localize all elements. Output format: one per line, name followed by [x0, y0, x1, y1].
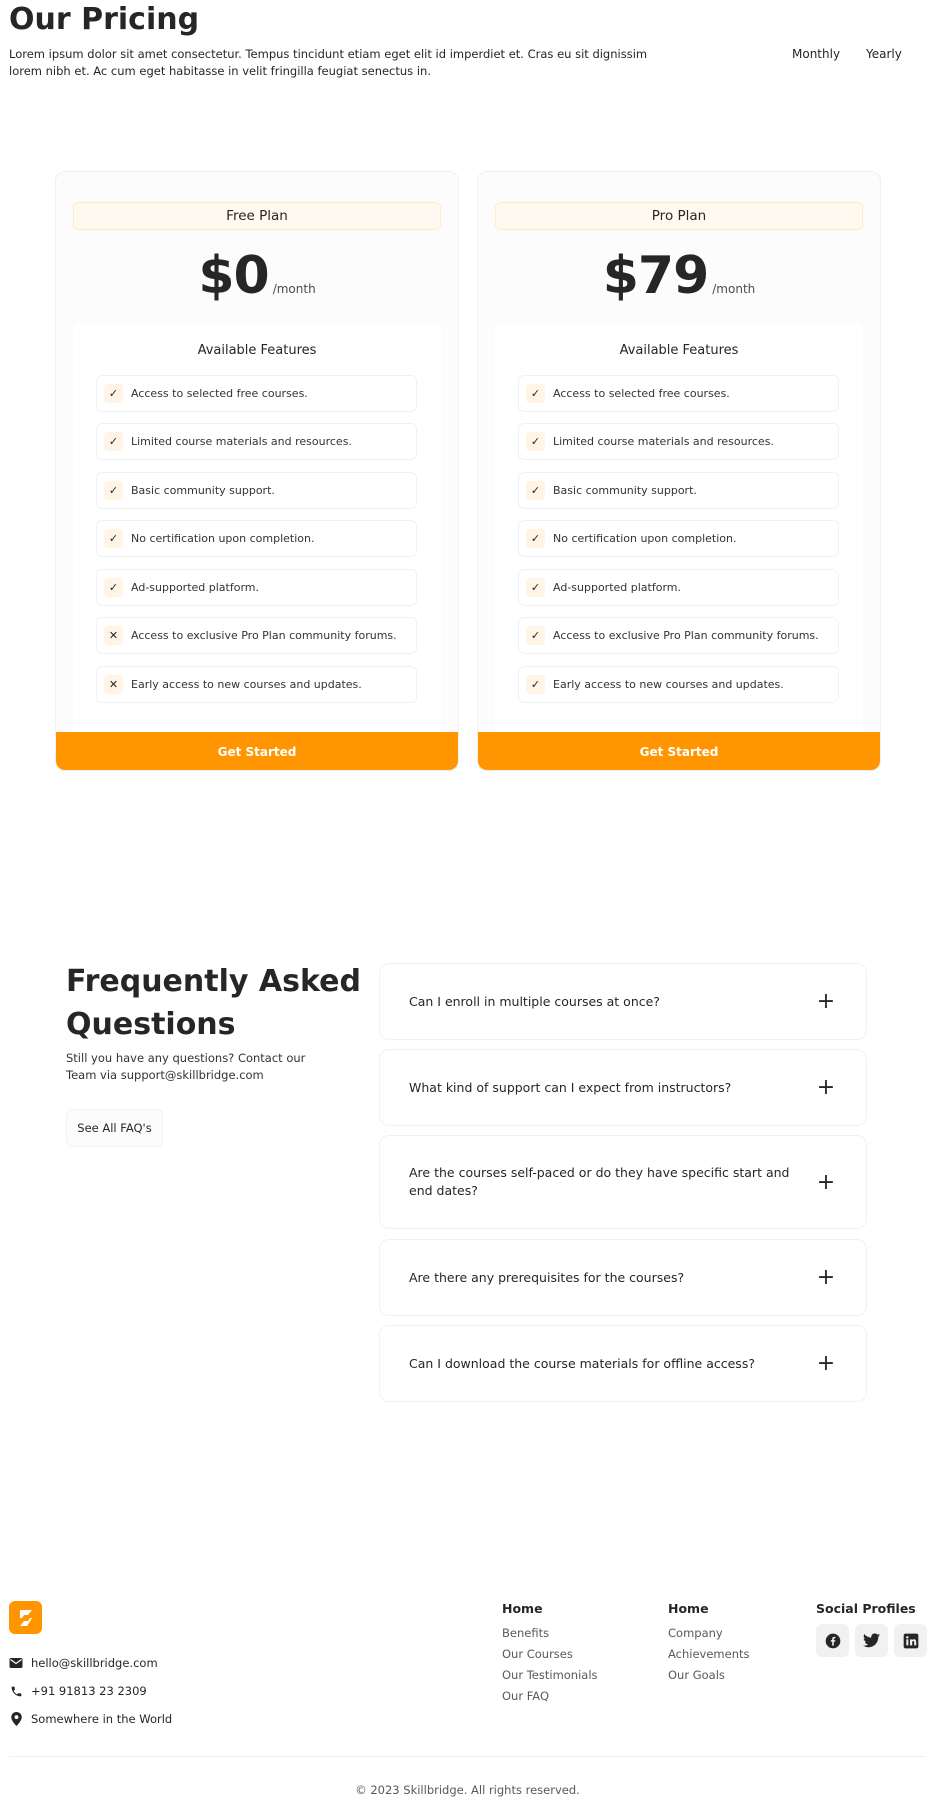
footer-link-our-goals[interactable]: Our Goals	[668, 1668, 725, 1682]
plan-period: /month	[712, 282, 756, 296]
plus-icon[interactable]: +	[816, 1169, 836, 1195]
page-title: Our Pricing	[9, 2, 200, 37]
feature-text: Access to exclusive Pro Plan community forums.	[131, 629, 397, 642]
price-row	[56, 246, 458, 306]
copyright-text: © 2023 Skillbridge. All rights reserved.	[355, 1783, 580, 1797]
check-icon: ✓	[104, 578, 123, 597]
check-icon: ✓	[526, 432, 545, 451]
feature-text: Access to exclusive Pro Plan community forums.	[553, 629, 819, 642]
twitter-button[interactable]	[855, 1624, 888, 1657]
plan-price: $0	[198, 246, 269, 306]
faq-question: Are the courses self-paced or do they have specific start and end dates?	[409, 1165, 790, 1198]
facebook-button[interactable]	[816, 1624, 849, 1657]
mail-icon	[9, 1656, 23, 1670]
feature-item	[518, 472, 839, 509]
feature-text: Access to selected free courses.	[553, 387, 730, 400]
feature-text: Ad-supported platform.	[553, 581, 681, 594]
plus-icon[interactable]: +	[816, 989, 836, 1014]
cross-icon: ✕	[104, 675, 123, 694]
features-panel	[73, 323, 441, 733]
feature-item	[96, 617, 417, 654]
feature-text: Basic community support.	[131, 484, 275, 497]
features-title: Available Features	[197, 343, 317, 358]
facebook-icon	[825, 1633, 841, 1649]
faq-question: What kind of support can I expect from instructors?	[409, 1079, 732, 1095]
email-text: hello@skillbridge.com	[31, 1656, 158, 1670]
feature-text: No certification upon completion.	[131, 532, 315, 545]
check-icon: ✓	[104, 384, 123, 403]
feature-item	[96, 520, 417, 557]
check-icon: ✓	[526, 481, 545, 500]
check-icon: ✓	[104, 529, 123, 548]
plan-name: Pro Plan	[495, 202, 863, 230]
get-started-button[interactable]: Get Started	[56, 732, 458, 771]
linkedin-icon	[903, 1633, 919, 1649]
faq-item[interactable]	[379, 1239, 867, 1316]
social-profiles-title: Social Profiles	[816, 1601, 916, 1616]
feature-item	[96, 375, 417, 412]
faq-question: Are there any prerequisites for the courses?	[409, 1269, 685, 1285]
feature-item	[96, 569, 417, 606]
twitter-icon	[863, 1633, 880, 1648]
footer-col2-title: Home	[668, 1601, 709, 1616]
get-started-button[interactable]: Get Started	[478, 732, 880, 771]
linkedin-button[interactable]	[894, 1624, 927, 1657]
footer-phone[interactable]	[9, 1684, 147, 1698]
feature-text: Early access to new courses and updates.	[131, 678, 362, 691]
features-panel	[495, 323, 863, 733]
check-icon: ✓	[104, 432, 123, 451]
feature-text: Ad-supported platform.	[131, 581, 259, 594]
plan-name: Free Plan	[73, 202, 441, 230]
feature-item	[96, 472, 417, 509]
faq-question: Can I enroll in multiple courses at once?	[409, 993, 660, 1009]
location-pin-icon	[9, 1712, 23, 1726]
feature-item	[518, 666, 839, 703]
pricing-card-pro	[477, 171, 881, 771]
location-text: Somewhere in the World	[31, 1712, 173, 1726]
phone-icon	[9, 1684, 23, 1698]
see-all-faqs-button[interactable]: See All FAQ's	[66, 1109, 163, 1147]
check-icon: ✓	[526, 384, 545, 403]
phone-text: +91 91813 23 2309	[31, 1684, 147, 1698]
footer-link-our-testimonials[interactable]: Our Testimonials	[502, 1668, 598, 1682]
plus-icon[interactable]: +	[816, 1265, 836, 1290]
toggle-monthly[interactable]: Monthly	[792, 47, 841, 61]
faq-item[interactable]	[379, 1049, 867, 1126]
feature-item	[96, 423, 417, 460]
footer-link-our-courses[interactable]: Our Courses	[502, 1647, 573, 1661]
price-row	[478, 246, 880, 306]
feature-item	[518, 423, 839, 460]
feature-text: Basic community support.	[553, 484, 697, 497]
feature-item	[518, 617, 839, 654]
plus-icon[interactable]: +	[816, 1351, 836, 1376]
feature-item	[518, 569, 839, 606]
check-icon: ✓	[526, 675, 545, 694]
feature-text: Access to selected free courses.	[131, 387, 308, 400]
plus-icon[interactable]: +	[816, 1075, 836, 1100]
footer-email[interactable]	[9, 1656, 158, 1670]
faq-question: Can I download the course materials for offline access?	[409, 1355, 755, 1371]
footer-link-company[interactable]: Company	[668, 1626, 723, 1640]
features-title: Available Features	[619, 343, 739, 358]
feature-text: No certification upon completion.	[553, 532, 737, 545]
footer-link-benefits[interactable]: Benefits	[502, 1626, 550, 1640]
check-icon: ✓	[526, 529, 545, 548]
plan-price: $79	[602, 246, 709, 306]
footer-divider	[9, 1756, 926, 1757]
feature-item	[518, 375, 839, 412]
feature-item	[96, 666, 417, 703]
check-icon: ✓	[526, 626, 545, 645]
faq-item[interactable]	[379, 1325, 867, 1402]
skillbridge-logo[interactable]	[9, 1601, 42, 1634]
plan-period: /month	[272, 282, 316, 296]
check-icon: ✓	[526, 578, 545, 597]
pricing-intro: Lorem ipsum dolor sit amet consectetur. Tempus tincidunt etiam eget elit id imperdiet et. Cras eu sit dignissim lorem nibh et. Ac cum eget habitasse in velit fringilla feugiat senectus in.	[9, 47, 648, 78]
footer-col1-title: Home	[502, 1601, 543, 1616]
faq-title: Frequently Asked Questions	[66, 964, 361, 1042]
feature-item	[518, 520, 839, 557]
footer-link-our-faq[interactable]: Our FAQ	[502, 1689, 549, 1703]
footer-link-achievements[interactable]: Achievements	[668, 1647, 750, 1661]
feature-text: Early access to new courses and updates.	[553, 678, 784, 691]
logo-icon	[15, 1607, 37, 1629]
check-icon: ✓	[104, 481, 123, 500]
faq-item[interactable]	[379, 963, 867, 1040]
footer-location	[9, 1712, 172, 1726]
cross-icon: ✕	[104, 626, 123, 645]
feature-text: Limited course materials and resources.	[131, 435, 352, 448]
faq-subtitle: Still you have any questions? Contact our Team via support@skillbridge.com	[66, 1051, 306, 1082]
toggle-yearly[interactable]: Yearly	[866, 47, 902, 61]
feature-text: Limited course materials and resources.	[553, 435, 774, 448]
pricing-card-free	[55, 171, 459, 771]
faq-item[interactable]	[379, 1135, 867, 1229]
